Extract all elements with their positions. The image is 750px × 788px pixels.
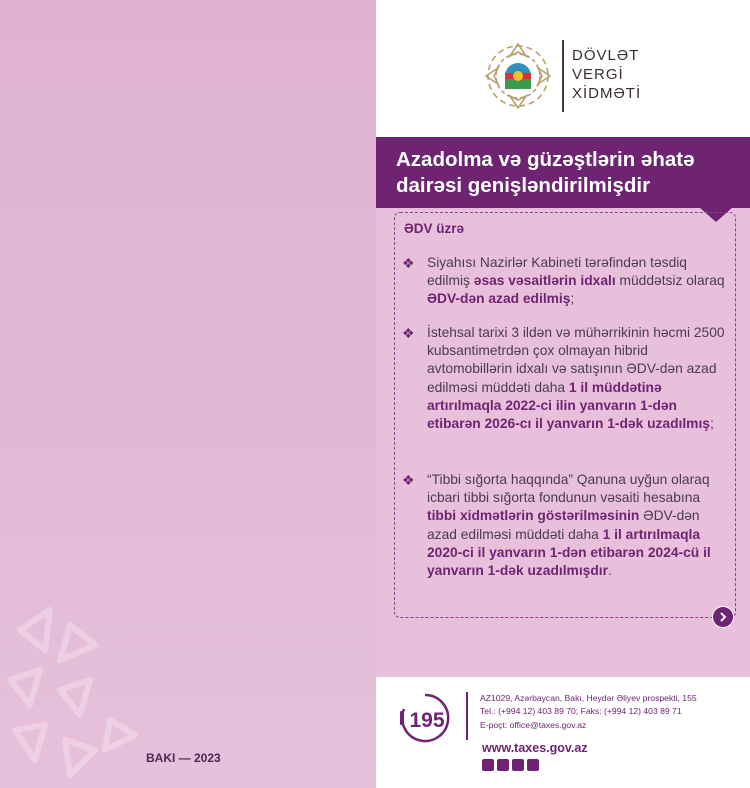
header-area — [376, 0, 750, 137]
instagram-icon[interactable] — [527, 759, 539, 771]
hotline-number: 195 — [409, 709, 445, 732]
bullet-text-part: ƏDV-dən azad edilməsi müddəti daha — [427, 508, 700, 542]
bullet-highlight: 1 il artırılmaqla 2020-ci il yanvarın 1-dən etibarən 2024-cü il yanvarın 1-dək uzadılmışdır — [427, 526, 711, 579]
website-link[interactable]: www.taxes.gov.az — [482, 741, 588, 755]
logo-text — [572, 46, 641, 103]
bullet-item-1 — [402, 254, 732, 309]
logo-line-3: XİDMƏTİ — [572, 85, 642, 102]
address-text: AZ1029, Azərbaycan, Bakı, Heydər Əliyev prospekti, 155 — [480, 693, 697, 703]
diamond-bullet-icon: ❖ — [402, 472, 415, 488]
contact-info — [480, 692, 697, 732]
email-text[interactable]: E-poçt: office@taxes.gov.az — [480, 719, 587, 730]
diamond-bullet-icon: ❖ — [402, 325, 415, 341]
bullet-highlight: əsas vəsaitlərin idxalı — [473, 273, 616, 289]
bullet-text-part: ; — [570, 291, 575, 307]
bullet-item-3 — [402, 471, 732, 580]
facebook-icon[interactable] — [512, 759, 524, 771]
bullet-text-part: müddətsiz olaraq — [615, 273, 725, 289]
city-year-label: BAKI — 2023 — [146, 751, 221, 765]
bullet-highlight: ƏDV-dən azad edilmiş — [427, 291, 571, 307]
diamond-bullet-icon: ❖ — [402, 255, 415, 271]
bullet-text-part: Siyahısı Nazirlər Kabineti tərəfindən təsdiq edilmiş — [427, 255, 687, 289]
bullet-highlight: tibbi xidmətlərin göstərilməsinin — [427, 508, 640, 524]
logo-line-1: DÖVLƏT — [572, 47, 640, 64]
emblem-icon — [482, 40, 554, 112]
section-heading: ƏDV üzrə — [404, 221, 465, 236]
bullet-item-2 — [402, 324, 732, 433]
social-links — [482, 759, 539, 771]
hotline-logo — [398, 691, 452, 745]
page-title: Azadolma və güzəştlərin əhatə dairəsi genişləndirilmişdir — [396, 148, 695, 197]
bullet-text-part: “Tibbi sığorta haqqında” Qanuna uyğun olaraq icbari tibbi sığorta fondunun vəsaiti hesabına — [427, 472, 710, 506]
bullet-text-part: ; — [709, 416, 714, 432]
youtube-icon[interactable] — [482, 759, 494, 771]
bullet-text — [427, 254, 732, 309]
footer-divider — [466, 692, 468, 740]
next-page-button[interactable] — [712, 606, 734, 628]
bullet-text — [427, 471, 732, 580]
title-banner — [376, 137, 750, 208]
logo-line-2: VERGİ — [572, 66, 624, 83]
dvx-logo — [482, 38, 652, 118]
bullet-text-part: İstehsal tarixi 3 ildən və mühərrikinin həcmi 2500 kubsantimetrdən çox olmayan hibrid avtomobillərin idxalı və satışının ƏDV-dən azad edilməsi müddəti daha — [427, 325, 725, 395]
bullet-highlight: 1 il müddətinə artırılmaqla 2022-ci ilin yanvarın 1-dən etibarən 2026-cı il yanvarın 1-dək uzadılmış — [427, 379, 710, 432]
footer — [376, 677, 750, 788]
bullet-text — [427, 324, 732, 433]
phone-text: Tel.: (+994 12) 403 89 70; Faks: (+994 12) 403 89 71 — [480, 706, 682, 717]
bullet-text-part: . — [607, 563, 612, 579]
logo-divider — [562, 40, 564, 112]
cover-right-panel — [376, 0, 750, 788]
twitter-icon[interactable] — [497, 759, 509, 771]
chevron-right-icon — [718, 612, 728, 622]
